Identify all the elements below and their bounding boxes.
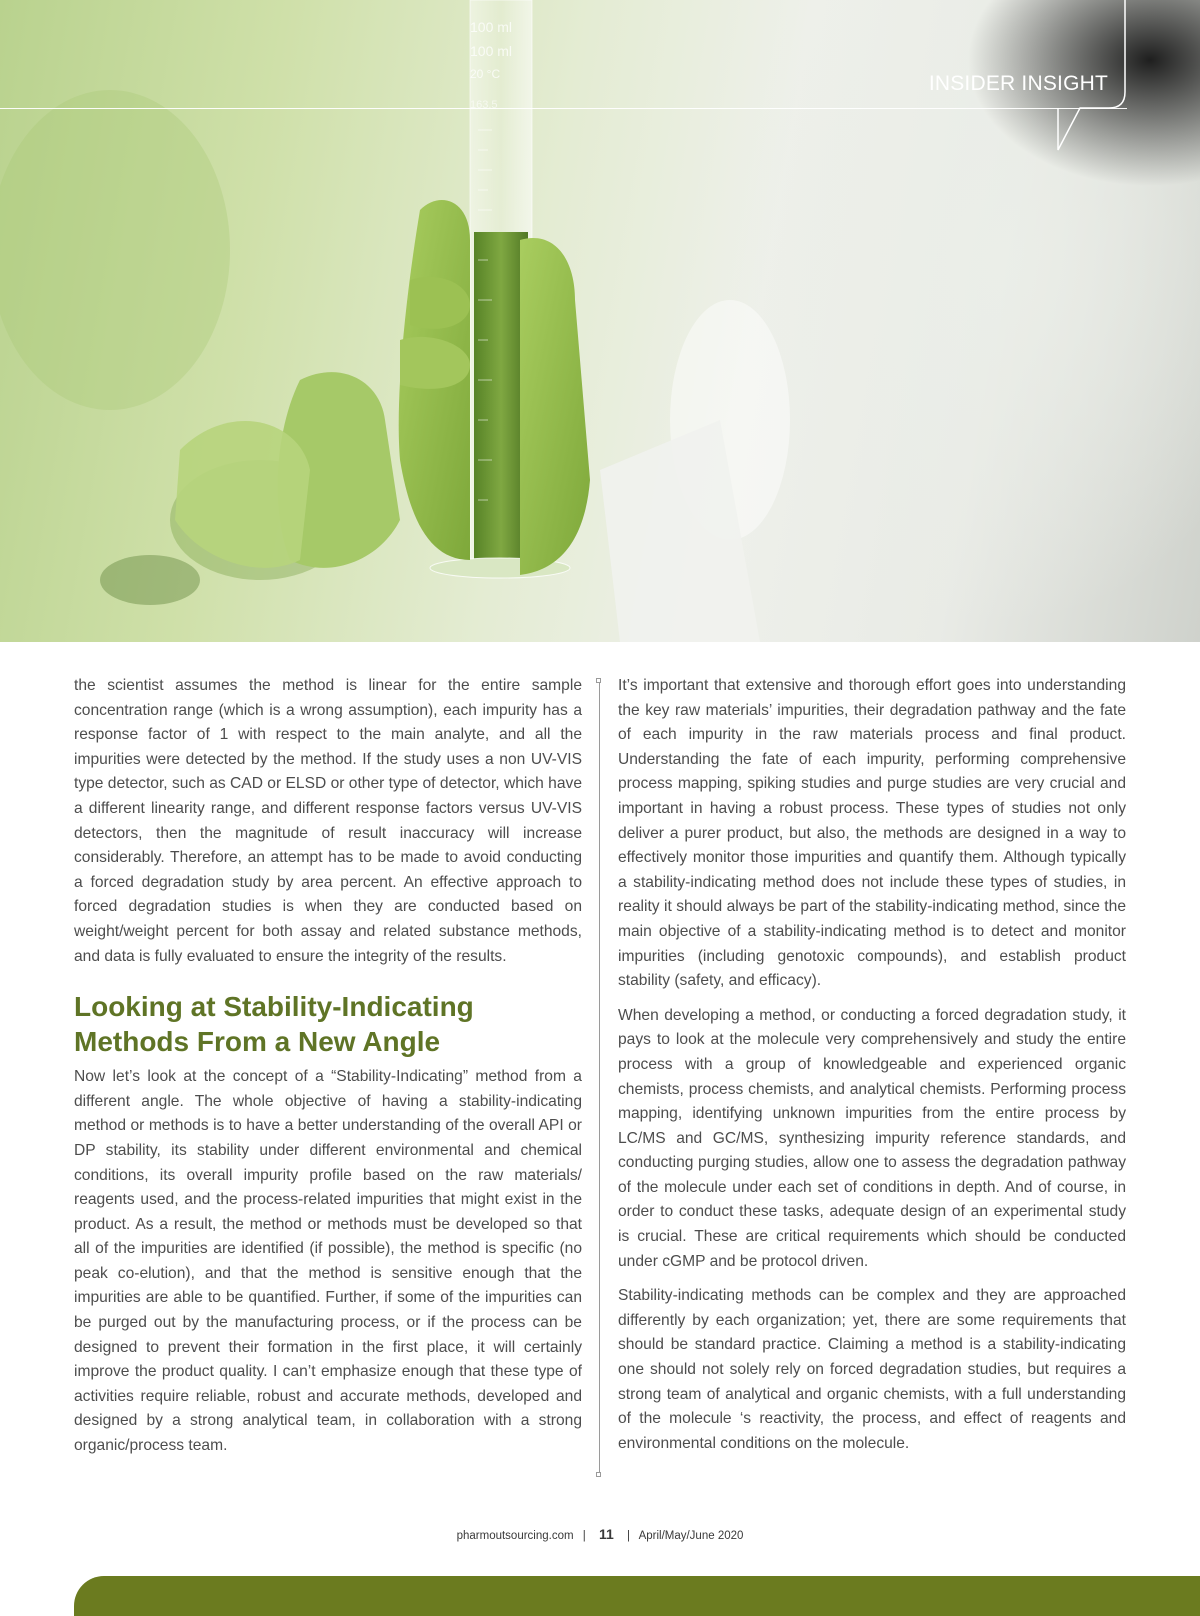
left-column xyxy=(74,674,582,1459)
divider-cap-bottom xyxy=(596,1472,601,1477)
footer-issue: April/May/June 2020 xyxy=(638,1530,744,1542)
paragraph: Stability-indicating methods can be complex and they are approached differently by each organization; yet, there are some requirements that should be standard practice. Claiming a method is a stability-indicating one should not solely rely on forced degradation studies, but requires a strong team of analytical and organic chemists, with a full understanding of the molecule ‘s reactivity, the process, and effect of reagents and environmental conditions on the molecule. xyxy=(618,1287,1126,1452)
hero-image xyxy=(0,0,1200,642)
header-rule xyxy=(0,108,1127,109)
page-footer xyxy=(0,1526,1200,1542)
footer-color-bar xyxy=(74,1576,1200,1616)
footer-separator: | xyxy=(582,1530,586,1542)
section-label: INSIDER INSIGHT xyxy=(928,72,1108,95)
cylinder-mark: 100 ml xyxy=(470,43,513,59)
paragraph: Now let’s look at the concept of a “Stability-Indicating” method from a different angle. The whole objective of having a stability-indicating method or methods is to have a better understanding of the overall API or DP stability, its stability under different environmental and chemical conditions, its overall impurity profile based on the raw materials/ reagents used, and the process-related impurities that might exist in the product. As a result, the method or methods must be developed so that all of the impurities are identified (if possible), the method is specific (no peak co-elution), and that the method is sensitive enough that the impurities are able to be quantified. Further, if some of the impurities can be purged out by the manufacturing process, or if the process can be designed to prevent their formation in the first place, it will certainly improve the product quality. I can’t emphasize enough that these type of activities require reliable, robust and accurate methods, developed and designed by a strong analytical team, in collaboration with a strong organic/process team. xyxy=(74,1068,582,1455)
right-column xyxy=(618,674,1126,1456)
section-heading: Looking at Stability-Indicating Methods From a New Angle xyxy=(74,991,474,1058)
footer-website[interactable]: pharmoutsourcing.com xyxy=(456,1530,574,1542)
cylinder-markings xyxy=(462,10,542,130)
divider-cap-top xyxy=(596,678,601,683)
paragraph: It’s important that extensive and thorough effort goes into understanding the key raw materials’ impurities, their degradation pathway and the fate of each impurity in the raw materials process and final product. Understanding the fate of each impurity, performing comprehensive process mapping, spiking studies and purge studies are very crucial and important in having a robust process. These types of studies not only deliver a purer product, but also, the methods are designed in a way to effectively monitor those impurities and quantify them. Although typically a stability-indicating method does not include these types of studies, in reality it should always be part of the stability-indicating method, since the main objective of a stability-indicating method is to detect and monitor impurities (including genotoxic compounds), and establish product stability (safety, and efficacy). xyxy=(618,677,1126,990)
column-divider xyxy=(599,680,600,1475)
cylinder-mark: 20 °C xyxy=(470,67,501,81)
page-number: 11 xyxy=(598,1526,614,1542)
paragraph: the scientist assumes the method is linear for the entire sample concentration range (which is a wrong assumption), each impurity has a response factor of 1 with respect to the main analyte, and all the impurities were detected by the method. If the study uses a non UV-VIS type detector, such as CAD or ELSD or other type of detector, which have a different linearity range, and different response factors versus UV-VIS detectors, then the magnitude of result inaccuracy will increase considerably. Therefore, an attempt has to be made to avoid conducting a forced degradation study by area percent. An effective approach to forced degradation studies is when they are conducted based on weight/weight percent for both assay and related substance methods, and data is fully evaluated to ensure the integrity of the results. xyxy=(74,677,582,965)
cylinder-mark: 100 ml xyxy=(470,19,513,35)
footer-separator: | xyxy=(627,1530,630,1542)
cylinder-mark: 163.5 xyxy=(470,99,498,111)
paragraph: When developing a method, or conducting a forced degradation study, it pays to look at the molecule very comprehensively and study the entire process with a group of knowledgeable and experienced organic chemists, process chemists, and analytical chemists. Performing process mapping, identifying unknown impurities from the entire process by LC/MS and GC/MS, synthesizing impurity reference standards, and conducting purging studies, allow one to assess the degradation pathway of the molecule under each set of conditions in depth. And of course, in order to conduct these tasks, adequate design of an experimental study is crucial. These are critical requirements which should be conducted under cGMP and be protocol driven. xyxy=(618,1006,1126,1270)
